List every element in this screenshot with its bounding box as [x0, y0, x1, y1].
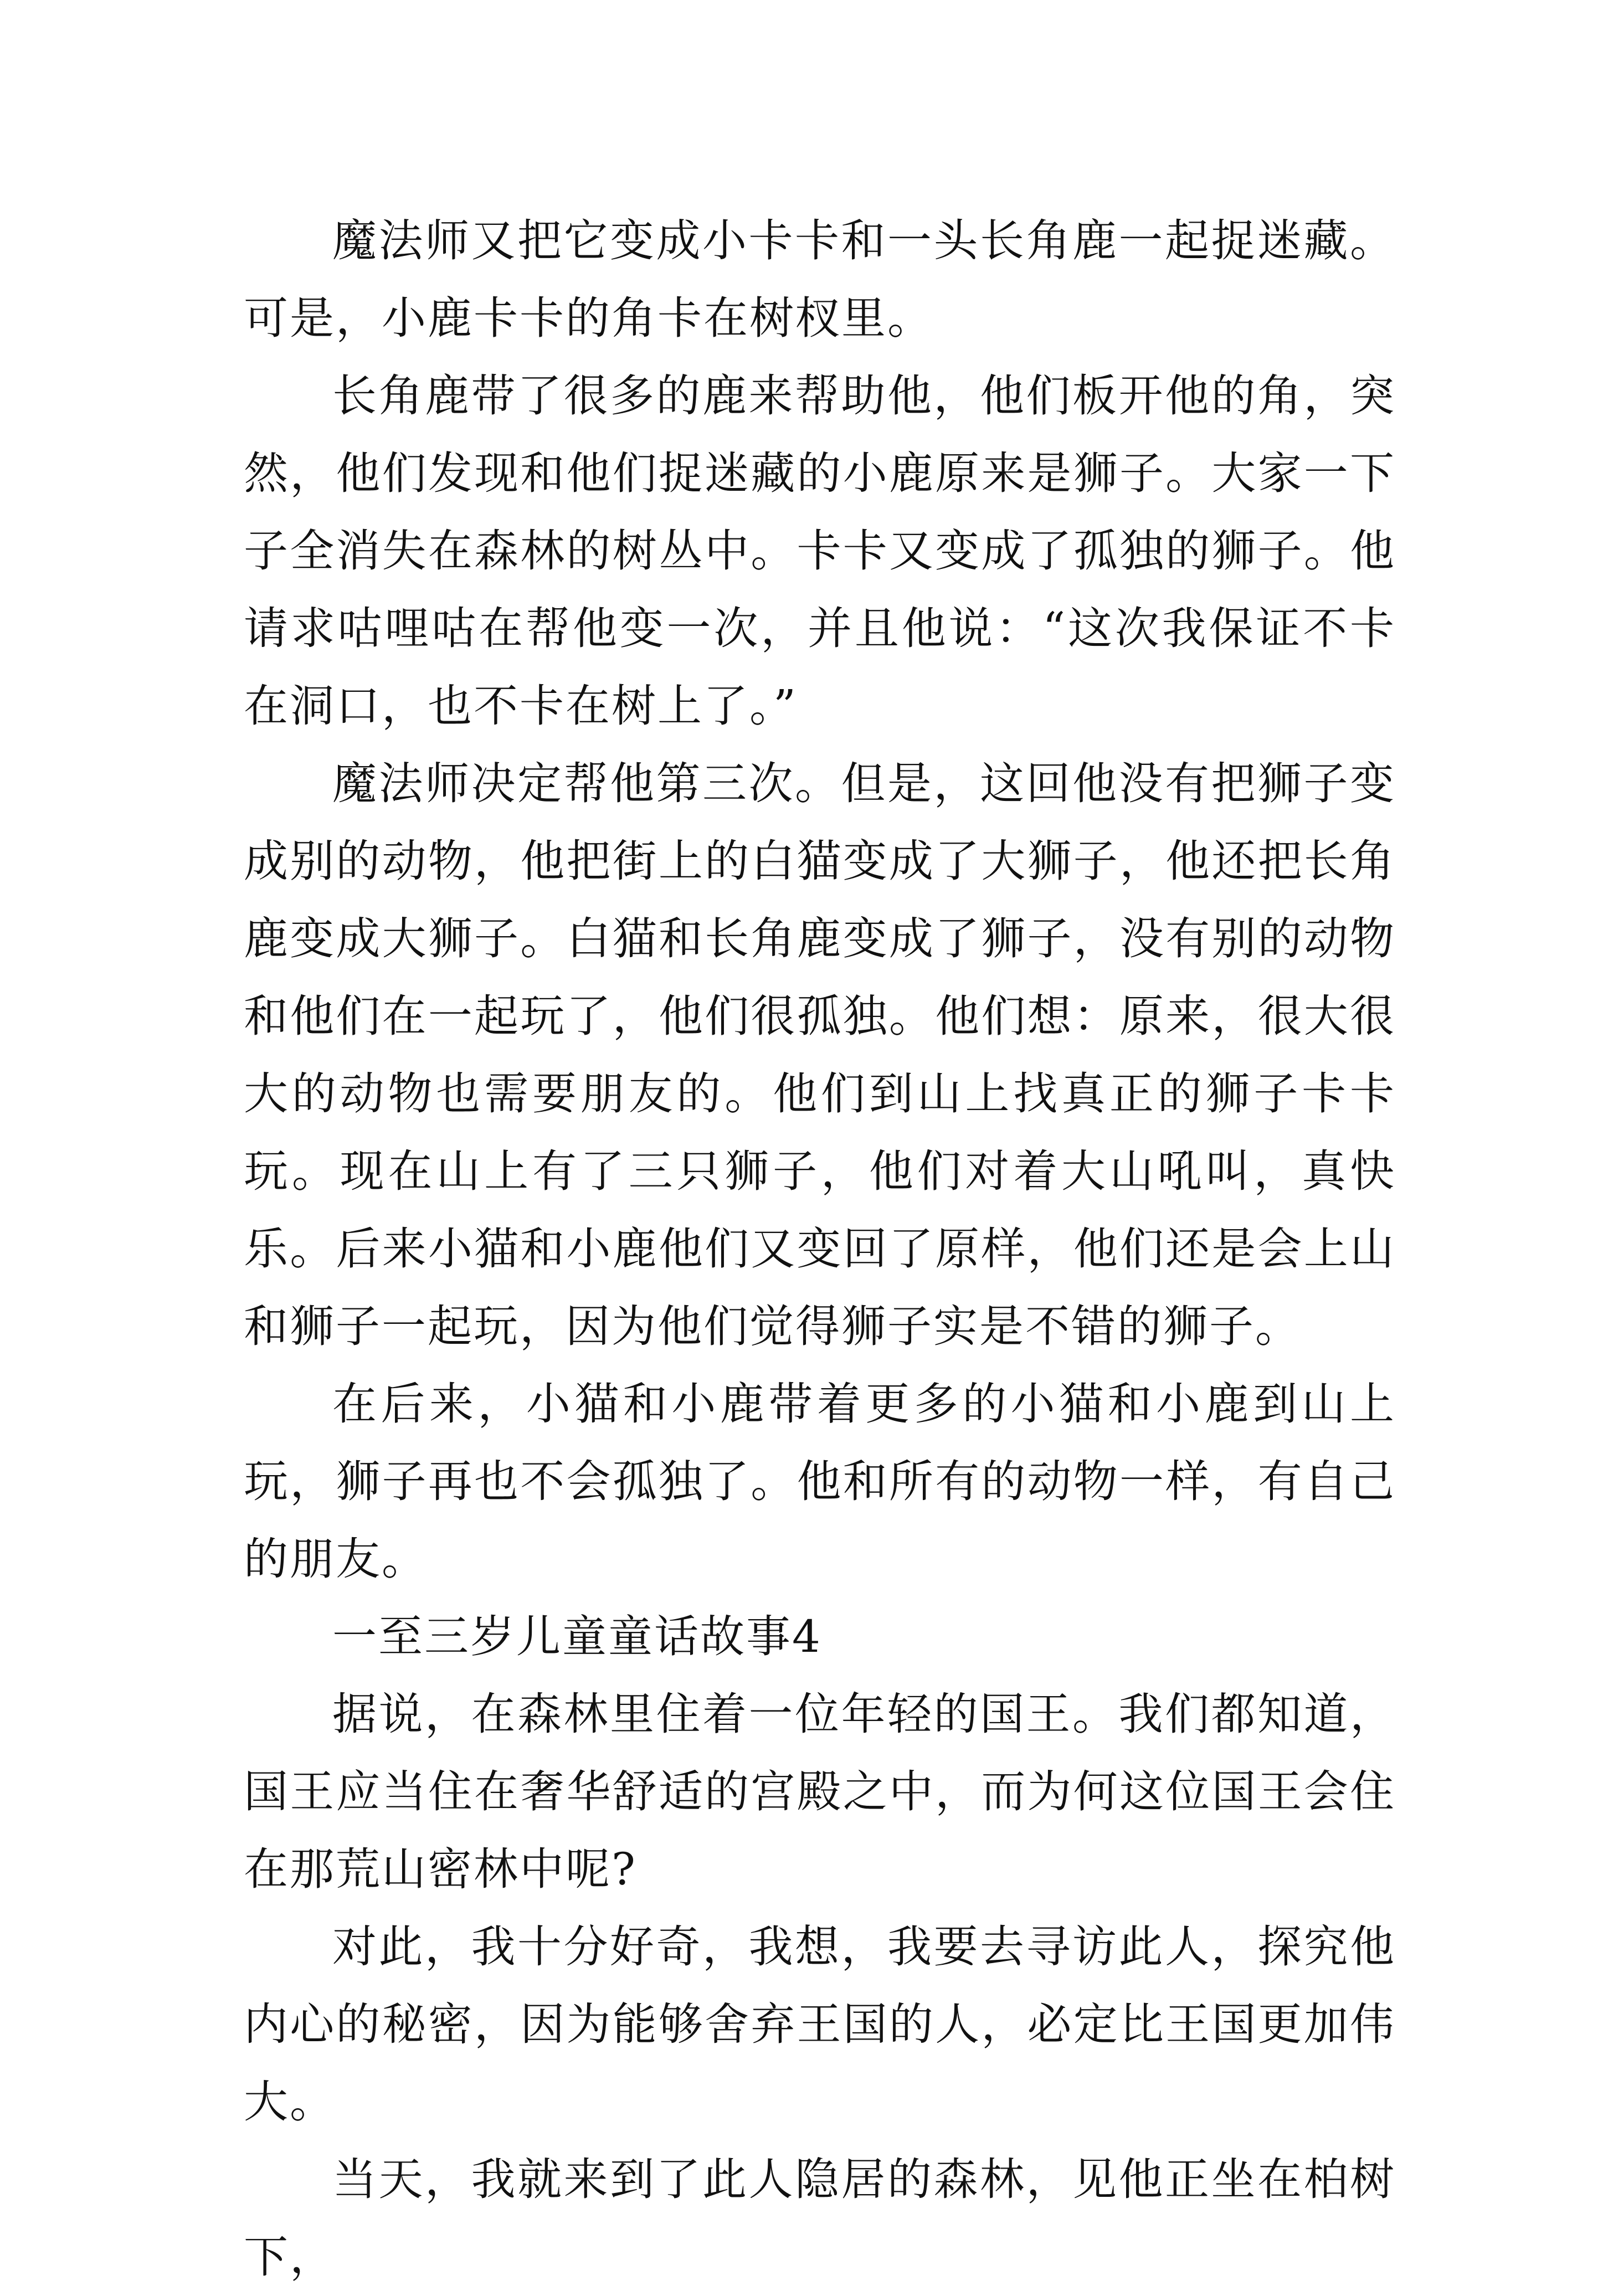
paragraph-3: 魔法师决定帮他第三次。但是，这回他没有把狮子变成别的动物，他把街上的白猫变成了大狮子，他还把长角鹿变成大狮子。白猫和长角鹿变成了狮子，没有别的动物和他们在一起玩了，他们很孤独。他们想：原来，很大很大的动物也需要朋友的。他们到山上找真正的狮子卡卡玩。现在山上有了三只狮子，他们对着大山吼叫，真快乐。后来小猫和小鹿他们又变回了原样，他们还是会上山和狮子一起玩，因为他们觉得狮子实是不错的狮子。 — [244, 758, 1396, 1352]
section-heading: 一至三岁儿童童话故事4 — [332, 1611, 822, 1662]
paragraph-6: 对此，我十分好奇，我想，我要去寻访此人，探究他内心的秘密，因为能够舍弃王国的人，必定比王国更加伟大。 — [244, 1921, 1396, 2128]
paragraph-2: 长角鹿带了很多的鹿来帮助他，他们板开他的角，突然，他们发现和他们捉迷藏的小鹿原来是狮子。大家一下子全消失在森林的树丛中。卡卡又变成了孤独的狮子。他请求咕哩咕在帮他变一次，并且他说：“这次我保证不卡在洞口，也不卡在树上了。” — [244, 370, 1396, 732]
document-body — [244, 202, 1396, 2296]
paragraph-7: 当天，我就来到了此人隐居的森林，见他正坐在柏树下， — [244, 2154, 1396, 2283]
paragraph-4: 在后来，小猫和小鹿带着更多的小猫和小鹿到山上玩，狮子再也不会孤独了。他和所有的动物一样，有自己的朋友。 — [244, 1378, 1396, 1585]
paragraph-5: 据说，在森林里住着一位年轻的国王。我们都知道，国王应当住在奢华舒适的宫殿之中，而为何这位国王会住在那荒山密林中呢? — [244, 1688, 1396, 1895]
paragraph-1: 魔法师又把它变成小卡卡和一头长角鹿一起捉迷藏。可是，小鹿卡卡的角卡在树杈里。 — [244, 215, 1396, 344]
